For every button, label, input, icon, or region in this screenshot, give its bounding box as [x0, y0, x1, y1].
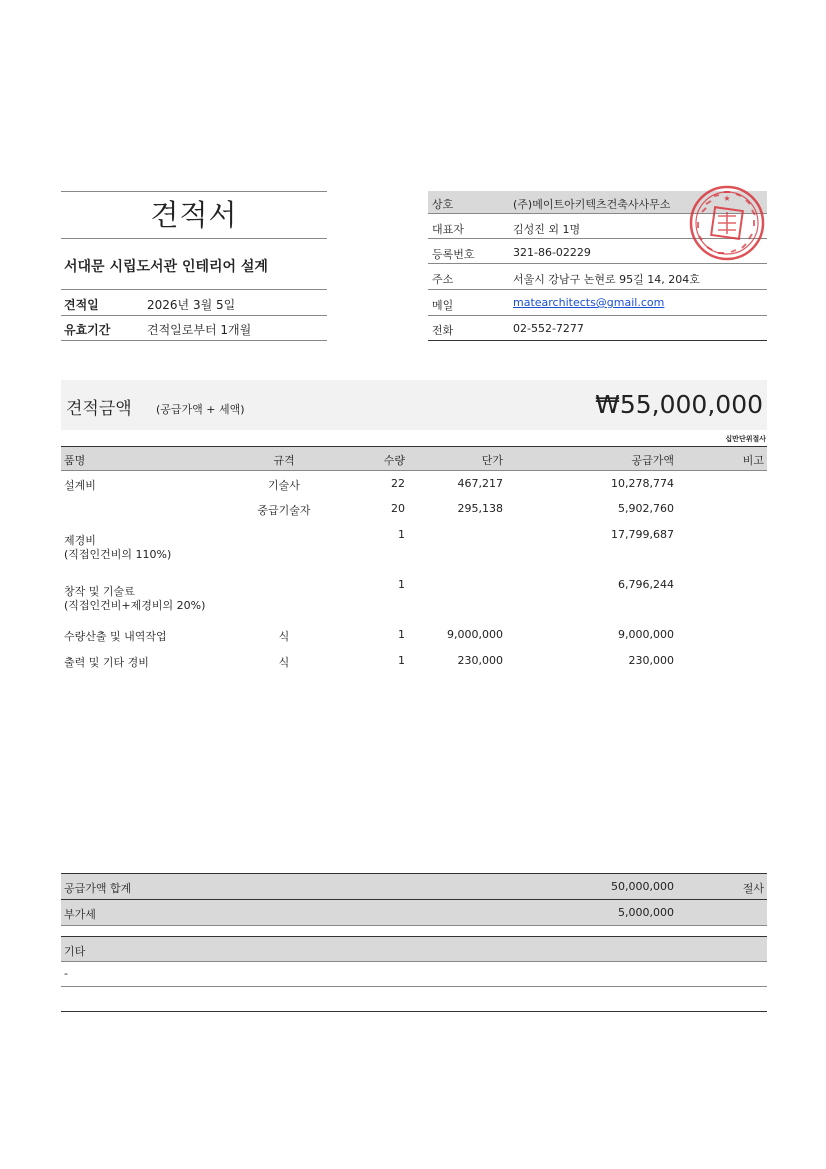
row2-price: 295,138 — [457, 502, 503, 515]
col-header-spec: 규격 — [273, 454, 295, 467]
row6-price: 230,000 — [457, 654, 503, 667]
row6-name: 출력 및 기타 경비 — [64, 656, 149, 669]
page-title: 견적서 — [150, 198, 238, 232]
row3-supply: 17,799,687 — [611, 528, 674, 541]
unit-note: 십만단위절사 — [725, 435, 766, 443]
row2-supply: 5,902,760 — [618, 502, 674, 515]
project-name: 서대문 시립도서관 인테리어 설계 — [64, 259, 268, 275]
date-bottom-rule — [61, 315, 327, 316]
totals-mid-rule — [61, 899, 767, 900]
vat-value: 5,000,000 — [618, 906, 674, 919]
amount-value: ₩55,000,000 — [595, 390, 763, 419]
tel-label: 전화 — [432, 324, 454, 337]
company-rule-4 — [428, 289, 767, 290]
row6-spec: 식 — [278, 656, 290, 669]
supply-total-label: 공급가액 합계 — [64, 882, 132, 895]
reg-label: 등록번호 — [432, 248, 475, 261]
other-bottom-rule — [61, 1011, 767, 1012]
rep-value: 김성진 외 1명 — [513, 223, 581, 236]
row5-spec: 식 — [278, 630, 290, 643]
row6-supply: 230,000 — [628, 654, 674, 667]
date-label: 견적일 — [64, 298, 99, 312]
row4-supply: 6,796,244 — [618, 578, 674, 591]
date-top-rule — [61, 289, 327, 290]
valid-value: 견적일로부터 1개월 — [147, 323, 252, 337]
row6-qty: 1 — [398, 654, 405, 667]
company-rule-5 — [428, 315, 767, 316]
other-header-bottom-rule — [61, 961, 767, 962]
tel-value: 02-552-7277 — [513, 322, 584, 335]
row5-price: 9,000,000 — [447, 628, 503, 641]
col-header-name: 품명 — [64, 454, 86, 467]
row4-name: 창작 및 기술료 — [64, 585, 135, 598]
other-row-rule — [61, 986, 767, 987]
supply-total-note: 절사 — [742, 882, 764, 895]
other-label: 기타 — [64, 945, 86, 958]
row4-name-sub: (직접인건비+제경비의 20%) — [64, 599, 206, 612]
row2-spec: 중급기술자 — [257, 504, 311, 517]
row1-price: 467,217 — [457, 477, 503, 490]
email-label: 메일 — [432, 299, 454, 312]
vat-label: 부가세 — [64, 908, 96, 921]
totals-top-rule — [61, 873, 767, 874]
date-value: 2026년 3월 5일 — [147, 298, 236, 312]
company-name-label: 상호 — [432, 198, 454, 211]
row1-supply: 10,278,774 — [611, 477, 674, 490]
row2-qty: 20 — [391, 502, 405, 515]
table-header-top-rule — [61, 446, 767, 447]
row1-name: 설계비 — [64, 479, 96, 492]
company-name-value: (주)메이트아키텍츠건축사사무소 — [513, 198, 671, 211]
email-link[interactable]: matearchitects@gmail.com — [513, 296, 665, 309]
company-seal-stamp — [688, 184, 766, 262]
reg-value: 321-86-02229 — [513, 246, 591, 259]
supply-total-value: 50,000,000 — [611, 880, 674, 893]
title-bottom-rule — [61, 238, 327, 239]
rep-label: 대표자 — [432, 223, 464, 236]
company-rule-6 — [428, 340, 767, 341]
svg-text:★: ★ — [723, 194, 731, 203]
row5-name: 수량산출 및 내역작업 — [64, 630, 167, 643]
table-header-bottom-rule — [61, 470, 767, 471]
col-header-qty: 수량 — [383, 454, 405, 467]
row3-qty: 1 — [398, 528, 405, 541]
other-value: - — [64, 967, 68, 980]
other-top-rule — [61, 936, 767, 937]
col-header-note: 비고 — [742, 454, 764, 467]
row5-supply: 9,000,000 — [618, 628, 674, 641]
company-rule-3 — [428, 263, 767, 264]
row3-name: 제경비 — [64, 534, 96, 547]
other-header-bg — [61, 936, 767, 961]
row5-qty: 1 — [398, 628, 405, 641]
row1-spec: 기술사 — [268, 479, 300, 492]
addr-value: 서울시 강남구 논현로 95길 14, 204호 — [513, 273, 700, 286]
valid-label: 유효기간 — [64, 323, 111, 337]
amount-note: (공급가액 + 세액) — [156, 403, 245, 416]
col-header-price: 단가 — [481, 454, 503, 467]
totals-bottom-rule — [61, 925, 767, 926]
row4-qty: 1 — [398, 578, 405, 591]
addr-label: 주소 — [432, 273, 454, 286]
row1-qty: 22 — [391, 477, 405, 490]
col-header-supply: 공급가액 — [631, 454, 674, 467]
row3-name-sub: (직접인건비의 110%) — [64, 548, 172, 561]
title-top-rule — [61, 191, 327, 192]
valid-bottom-rule — [61, 340, 327, 341]
amount-label: 견적금액 — [66, 399, 132, 419]
